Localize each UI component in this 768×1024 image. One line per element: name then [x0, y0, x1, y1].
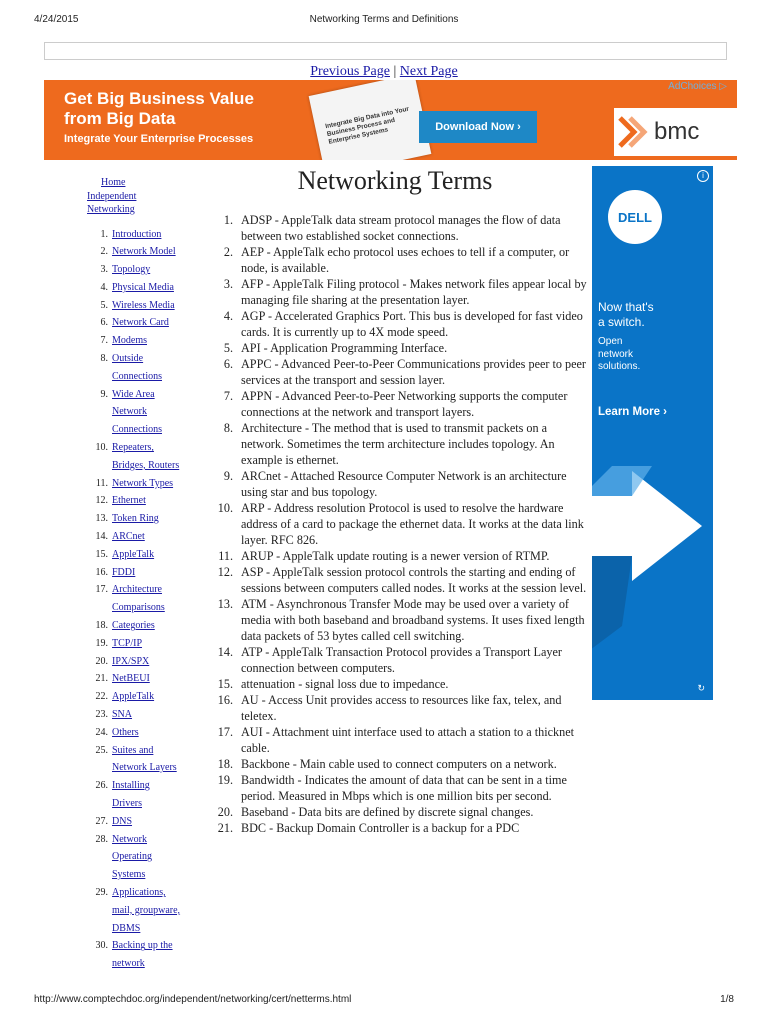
sidebar-item-link[interactable] [112, 261, 150, 279]
sidebar-item-link[interactable] [112, 884, 180, 937]
sidebar-item-link[interactable] [112, 492, 146, 510]
sidebar-item-link[interactable] [112, 279, 174, 297]
main-content [200, 162, 590, 836]
sidebar-item [86, 510, 196, 528]
sidebar-item [86, 261, 196, 279]
sidebar-item-label: Systems [112, 869, 146, 881]
term-text: ADSP - AppleTalk data stream protocol manages the flow of data between two established socket connections. [241, 213, 561, 243]
sidebar-item-number: 14. [95, 531, 108, 543]
sidebar-item-link[interactable] [112, 297, 175, 315]
ad-side-line4: network [598, 348, 634, 360]
term-text: APPN - Advanced Peer-to-Peer Networking supports the computer connections at the network and transport layers. [241, 389, 568, 419]
sidebar-item-link[interactable] [112, 386, 162, 439]
sidebar-item-label: AppleTalk [112, 548, 155, 560]
term-text: APPC - Advanced Peer-to-Peer Communications provides peer to peer services at the transport and session layer. [241, 357, 586, 387]
sidebar-item [86, 386, 196, 439]
term-item [200, 756, 590, 772]
sidebar-item [86, 670, 196, 688]
sidebar-item-label: Network [112, 406, 147, 418]
term-item [200, 548, 590, 564]
sidebar-item-label: ARCnet [112, 531, 145, 543]
term-text: Backbone - Main cable used to connect computers on a network. [241, 757, 557, 771]
sidebar-item-number: 20. [95, 655, 108, 667]
ad-headline-line1: Get Big Business Value [64, 89, 254, 108]
term-number: 1. [223, 213, 233, 227]
sidebar-item [86, 653, 196, 671]
sidebar-item-link[interactable] [112, 635, 142, 653]
sidebar-item-link[interactable] [112, 706, 132, 724]
sidebar-item [86, 777, 196, 813]
bmc-logo-icon [614, 114, 648, 150]
sidebar-item-number: 23. [95, 709, 108, 721]
print-title: Networking Terms and Definitions [309, 14, 459, 25]
sidebar-item [86, 314, 196, 332]
sidebar-item-label: Network Model [112, 246, 176, 258]
term-text: ATM - Asynchronous Transfer Mode may be used over a variety of media with both baseband and broadband systems. It uses fixed length data packets of 53 bytes called cell switching. [241, 597, 585, 643]
term-text: AGP - Accelerated Graphics Port. This bus is developed for fast video cards. It is currently up to 4X mode speed. [241, 309, 583, 339]
sidebar-item [86, 884, 196, 937]
term-text: AU - Access Unit provides access to resources like fax, telex, and teletex. [241, 693, 562, 723]
sidebar-item-link[interactable] [112, 564, 135, 582]
sidebar-item-link[interactable] [112, 813, 132, 831]
sidebar-item [86, 813, 196, 831]
term-number: 10. [217, 501, 233, 515]
sidebar-item [86, 475, 196, 493]
sidebar-item-label: Applications, [112, 886, 166, 898]
term-text: Bandwidth - Indicates the amount of data that can be sent in a time period. Measured in Mbps which is one million bits per second. [241, 773, 567, 803]
sidebar-item-number: 26. [95, 780, 108, 792]
sidebar-item-label: Connections [112, 370, 162, 382]
sidebar-item-number: 29. [95, 886, 108, 898]
term-number: 4. [223, 309, 233, 323]
sidebar-item-label: IPX/SPX [112, 655, 150, 667]
ad-side-line1: Now that's [598, 300, 654, 314]
sidebar-item [86, 937, 196, 973]
sidebar-list [86, 226, 196, 973]
ad-headline-line2: from Big Data [64, 109, 176, 128]
sidebar-item-number: 9. [100, 388, 108, 400]
term-item [200, 692, 590, 724]
sidebar-item-label: Others [112, 726, 139, 738]
bmc-banner-ad[interactable] [44, 80, 737, 160]
sidebar-item [86, 297, 196, 315]
sidebar-item [86, 528, 196, 546]
sidebar-item [86, 831, 196, 884]
term-number: 19. [217, 773, 233, 787]
ad-whitepaper-image [309, 80, 432, 160]
sidebar-item-link[interactable] [112, 546, 154, 564]
term-number: 6. [223, 357, 233, 371]
ad-refresh-icon[interactable]: ↻ [697, 683, 705, 693]
term-item [200, 356, 590, 388]
term-item [200, 276, 590, 308]
sidebar-item-link[interactable] [112, 475, 173, 493]
term-item [200, 596, 590, 644]
sidebar-item-label: Comparisons [112, 602, 165, 614]
sidebar-item [86, 581, 196, 617]
sidebar-item [86, 332, 196, 350]
sidebar-item-label: Categories [112, 620, 155, 632]
sidebar-item-label: Token Ring [112, 513, 159, 525]
sidebar-item-label: Network Types [112, 477, 174, 489]
nav-separator: | [389, 64, 400, 79]
home-link[interactable]: Home [101, 177, 126, 188]
sidebar-item [86, 617, 196, 635]
term-item [200, 676, 590, 692]
dell-side-ad[interactable] [592, 166, 713, 700]
sidebar-item-label: Bridges, Routers [112, 459, 180, 471]
sidebar-item [86, 243, 196, 261]
sidebar-item-label: Ethernet [112, 495, 146, 507]
sidebar-item-number: 8. [100, 353, 108, 365]
sidebar-item-number: 25. [95, 744, 108, 756]
term-number: 20. [217, 805, 233, 819]
dell-logo: DELL [608, 190, 662, 244]
sidebar-item-label: AppleTalk [112, 691, 155, 703]
page-url: http://www.comptechdoc.org/independent/networking/cert/netterms.html [34, 994, 352, 1005]
term-number: 18. [217, 757, 233, 771]
sidebar-item-number: 4. [100, 281, 108, 293]
term-item [200, 340, 590, 356]
term-item [200, 500, 590, 548]
sidebar-item-number: 24. [95, 726, 108, 738]
sidebar-item [86, 635, 196, 653]
term-text: ARCnet - Attached Resource Computer Network is an architecture using star and bus topology. [241, 469, 567, 499]
sidebar-item-number: 3. [100, 264, 108, 276]
sidebar-item-label: Network [112, 833, 147, 845]
term-item [200, 388, 590, 420]
ad-info-icon[interactable]: i [697, 170, 709, 182]
sidebar-item-link[interactable] [112, 332, 147, 350]
sidebar-item-link[interactable] [112, 510, 159, 528]
sidebar-item-link[interactable] [112, 617, 155, 635]
sidebar-item-label: mail, groupware, [112, 904, 181, 916]
sidebar-item-link[interactable] [112, 653, 149, 671]
ad-subline: Integrate Your Enterprise Processes [64, 133, 254, 145]
term-item [200, 308, 590, 340]
sidebar-item-label: Drivers [112, 798, 142, 809]
sidebar-item-number: 30. [95, 940, 108, 952]
sidebar-item [86, 742, 196, 778]
independent-networking-link-line2[interactable]: Networking [87, 204, 135, 215]
adchoices-label: AdChoices [668, 81, 717, 92]
sidebar-item-link[interactable] [112, 670, 150, 688]
sidebar-item-label: Installing [112, 780, 150, 792]
term-number: 3. [223, 277, 233, 291]
sidebar-item-label: FDDI [112, 566, 136, 578]
sidebar-item-link[interactable] [112, 688, 154, 706]
sidebar-item-number: 2. [100, 246, 108, 258]
sidebar-item-label: SNA [112, 709, 133, 721]
term-text: ARUP - AppleTalk update routing is a newer version of RTMP. [241, 549, 550, 563]
term-text: ARP - Address resolution Protocol is used to resolve the hardware address of a card to package the ethernet data. It works at the data link layer. RFC 826. [241, 501, 584, 547]
sidebar-item [86, 226, 196, 244]
sidebar-item-number: 17. [95, 584, 108, 596]
sidebar-item-link[interactable] [112, 350, 162, 386]
sidebar-item-link[interactable] [112, 528, 145, 546]
sidebar-item-link[interactable] [112, 439, 179, 475]
sidebar-item-label: Network Card [112, 317, 169, 329]
term-number: 16. [217, 693, 233, 707]
term-number: 8. [223, 421, 233, 435]
sidebar-item-label: Network Layers [112, 762, 177, 774]
sidebar-item [86, 350, 196, 386]
sidebar-item [86, 706, 196, 724]
term-number: 11. [218, 549, 233, 563]
sidebar-item [86, 724, 196, 742]
sidebar-item-number: 18. [95, 620, 108, 632]
sidebar-item-link[interactable] [112, 243, 176, 261]
next-page-link[interactable]: Next Page [399, 64, 458, 79]
term-number: 7. [223, 389, 233, 403]
sidebar-item-label: DNS [112, 815, 133, 827]
ad-side-headline [598, 300, 654, 330]
term-text: attenuation - signal loss due to impedance. [241, 677, 449, 691]
term-text: BDC - Backup Domain Controller is a backup for a PDC [241, 821, 520, 835]
term-number: 2. [223, 245, 233, 259]
sidebar-item-number: 28. [95, 833, 108, 845]
term-number: 15. [217, 677, 233, 691]
ad-whitepaper-title: Integrate Big Data into Your Business Process and Enterprise Systems [324, 105, 410, 146]
sidebar-item-label: Suites and [112, 744, 154, 756]
term-text: ATP - AppleTalk Transaction Protocol provides a Transport Layer connection between computers. [241, 645, 562, 675]
page-number: 1/8 [720, 994, 734, 1005]
sidebar-navigation [86, 176, 196, 973]
sidebar-item-number: 1. [100, 228, 108, 240]
term-item [200, 468, 590, 500]
sidebar-item-label: Outside [112, 353, 144, 365]
terms-list [200, 212, 590, 836]
sidebar-item [86, 279, 196, 297]
download-now-button[interactable]: Download Now › [419, 111, 537, 143]
term-item [200, 804, 590, 820]
sidebar-item-number: 22. [95, 691, 108, 703]
term-text: AUI - Attachment uint interface used to attach a station to a thicknet cable. [241, 725, 575, 755]
bmc-logo [614, 108, 737, 156]
sidebar-item-link[interactable] [112, 314, 169, 332]
learn-more-button[interactable]: Learn More › [598, 406, 668, 418]
bmc-logo-text: bmc [654, 118, 700, 145]
sidebar-item-number: 11. [95, 477, 108, 489]
sidebar-item-link[interactable] [112, 581, 165, 617]
sidebar-item-link[interactable] [112, 226, 161, 244]
sidebar-item [86, 564, 196, 582]
sidebar-item-number: 7. [100, 335, 108, 347]
sidebar-item-label: Topology [112, 264, 151, 276]
sidebar-item-number: 5. [100, 299, 108, 311]
sidebar-top-links [86, 176, 196, 217]
sidebar-item-label: DBMS [112, 922, 141, 934]
sidebar-item-number: 15. [95, 548, 108, 560]
sidebar-item-label: Architecture [112, 584, 162, 596]
independent-networking-link[interactable]: Independent [87, 190, 137, 202]
sidebar-item-label: Wireless Media [112, 299, 175, 311]
sidebar-item-number: 27. [95, 815, 108, 827]
term-number: 12. [217, 565, 233, 579]
sidebar-item-label: network [112, 958, 145, 970]
sidebar-item-number: 12. [95, 495, 108, 507]
sidebar-item-number: 10. [95, 442, 108, 454]
adchoices-icon: ▷ [719, 81, 727, 92]
adchoices-link[interactable] [668, 81, 727, 92]
sidebar-item [86, 688, 196, 706]
term-text: API - Application Programming Interface. [241, 341, 448, 355]
page-navigation [0, 64, 768, 80]
term-text: Baseband - Data bits are defined by discrete signal changes. [241, 805, 534, 819]
sidebar-item-number: 21. [95, 673, 108, 685]
top-banner-frame [44, 42, 727, 60]
sidebar-item-label: Connections [112, 424, 162, 436]
sidebar-item-number: 16. [95, 566, 108, 578]
sidebar-item-label: Operating [112, 851, 152, 863]
sidebar-item [86, 546, 196, 564]
term-item [200, 212, 590, 244]
term-item [200, 644, 590, 676]
ad-side-line2: a switch. [598, 315, 645, 329]
sidebar-item-number: 13. [95, 513, 108, 525]
sidebar-item [86, 439, 196, 475]
term-number: 5. [223, 341, 233, 355]
term-text: ASP - AppleTalk session protocol controls the starting and ending of sessions between computers called nodes. It works at the session level. [241, 565, 587, 595]
sidebar-item-label: Backing up the [112, 940, 173, 952]
previous-page-link[interactable]: Previous Page [310, 64, 390, 79]
sidebar-item-number: 19. [95, 637, 108, 649]
term-number: 17. [217, 725, 233, 739]
sidebar-item-link[interactable] [112, 742, 177, 778]
sidebar-item-label: Repeaters, [112, 442, 154, 454]
term-number: 13. [217, 597, 233, 611]
sidebar-item-link[interactable] [112, 831, 152, 884]
term-number: 21. [217, 821, 233, 835]
term-text: AFP - AppleTalk Filing protocol - Makes network files appear local by managing file sharing at the presentation layer. [241, 277, 587, 307]
sidebar-item-link[interactable] [112, 937, 173, 973]
term-text: Architecture - The method that is used to transmit packets on a network. Sometimes the term architecture includes topology. An example is ethernet. [241, 421, 555, 467]
ad-side-subtext [598, 336, 640, 374]
term-item [200, 564, 590, 596]
sidebar-item [86, 492, 196, 510]
arrow-graphic-icon [592, 456, 713, 686]
term-number: 14. [217, 645, 233, 659]
term-number: 9. [223, 469, 233, 483]
term-item [200, 820, 590, 836]
sidebar-item-label: Introduction [112, 228, 162, 240]
term-item [200, 724, 590, 756]
sidebar-item-label: NetBEUI [112, 673, 150, 685]
print-date: 4/24/2015 [34, 14, 79, 25]
sidebar-item-link[interactable] [112, 777, 150, 813]
ad-side-line3: Open [598, 336, 623, 347]
sidebar-item-label: TCP/IP [112, 637, 143, 649]
ad-side-line5: solutions. [598, 361, 641, 372]
sidebar-item-link[interactable] [112, 724, 139, 742]
term-item [200, 244, 590, 276]
term-item [200, 420, 590, 468]
sidebar-item-label: Wide Area [112, 388, 155, 400]
term-item [200, 772, 590, 804]
page-title: Networking Terms [297, 166, 493, 195]
ad-headline [64, 89, 254, 129]
sidebar-item-label: Physical Media [112, 281, 174, 293]
term-text: AEP - AppleTalk echo protocol uses echoes to tell if a computer, or node, is available. [241, 245, 570, 275]
sidebar-item-number: 6. [100, 317, 108, 329]
sidebar-item-label: Modems [112, 335, 147, 347]
